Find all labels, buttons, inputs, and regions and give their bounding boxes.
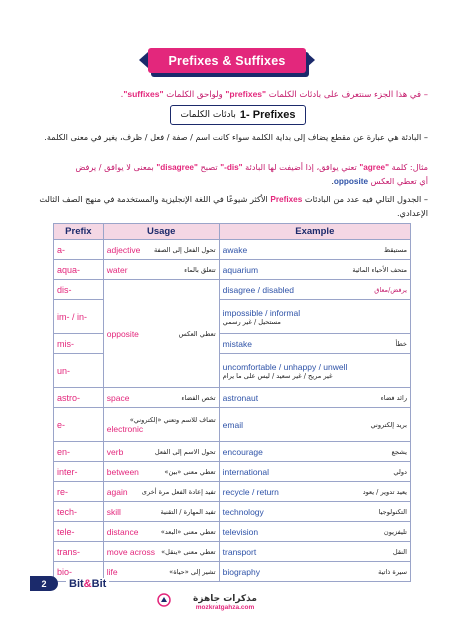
prefix-cell: tech- [54, 502, 104, 522]
usage-cell [103, 562, 219, 582]
usage-en: space [106, 392, 130, 403]
table-row [54, 462, 411, 482]
example-cell [219, 482, 410, 502]
usage-cell [103, 462, 219, 482]
example-ar: غير مريح / غير سعيد / ليس على ما يرام [222, 371, 333, 380]
prefix-cell: dis- [54, 280, 104, 300]
usage-en: adjective [106, 244, 141, 255]
usage-en: life [106, 566, 118, 577]
example-cell [219, 502, 410, 522]
usage-ar: تفيد إعادة الفعل مرة أخرى [141, 487, 216, 496]
example-en: impossible / informal [222, 307, 301, 318]
example-en: transport [222, 546, 257, 557]
bullet: – [423, 194, 428, 204]
usage-ar: تضاف للاسم وتعني «إلكتروني» [129, 415, 216, 424]
prefix-cell: re- [54, 482, 104, 502]
usage-cell [103, 502, 219, 522]
example-ar: يشجع [391, 447, 407, 456]
table-intro-pre: الجدول التالي فيه عدد من البادئات [302, 194, 422, 204]
usage-ar: تعطي العكس [178, 329, 216, 338]
example-en: recycle / return [222, 486, 279, 497]
site-logo[interactable] [170, 594, 280, 611]
usage-cell [103, 240, 219, 260]
usage-cell [103, 542, 219, 562]
intro-pre: – في هذا الجزء سنتعرف على بادئات الكلمات [266, 90, 428, 100]
usage-ar: تخص الفضاء [181, 393, 216, 402]
example-cell [219, 260, 410, 280]
example-en: television [222, 526, 259, 537]
example-lead: مثال: كلمة [389, 162, 428, 172]
usage-cell [103, 260, 219, 280]
prefix-cell: un- [54, 354, 104, 388]
example-mid3: بمعنى لا يوافق / يرفض [75, 162, 157, 172]
example-cell [219, 280, 410, 300]
usage-cell [103, 408, 219, 442]
site-logo-ar: مذكرات جاهزة [193, 594, 257, 604]
prefix-cell: tele- [54, 522, 104, 542]
section-heading [170, 105, 306, 125]
example-line2: أي تعطي العكس [368, 175, 428, 186]
prefixes-table [53, 223, 411, 582]
intro-end: . [120, 90, 124, 100]
example-ar: خطأ [395, 339, 407, 348]
example-cell [219, 354, 410, 388]
usage-en: again [106, 486, 128, 497]
section-heading-ar: بادئات الكلمات [180, 110, 236, 120]
prefix-cell: e- [54, 408, 104, 442]
usage-ar: تفيد المهارة / التقنية [160, 507, 216, 516]
prefix-cell: en- [54, 442, 104, 462]
table-row [54, 280, 411, 300]
table-row [54, 442, 411, 462]
example-cell [219, 334, 410, 354]
word-opposite: opposite [333, 176, 369, 186]
example-ar: دولي [393, 467, 407, 476]
example-en: mistake [222, 338, 252, 349]
usage-cell [103, 522, 219, 542]
usage-ar: تعطي معنى «ينقل» [161, 547, 216, 556]
bullet: – [423, 132, 428, 142]
example-ar: تليفزيون [383, 527, 407, 536]
prefix-cell: inter- [54, 462, 104, 482]
example-en: aquarium [222, 264, 259, 275]
prefix-cell: im- / in- [54, 300, 104, 334]
example-paragraph [18, 161, 428, 188]
intro-suffixes: "suffixes" [123, 89, 164, 99]
example-line2-end: . [331, 175, 334, 186]
prefix-cell: bio- [54, 562, 104, 582]
table-row [54, 502, 411, 522]
example-en: technology [222, 506, 264, 517]
brand-b: Bit [91, 578, 107, 590]
usage-en: opposite [106, 328, 139, 339]
header-prefix: Prefix [54, 224, 104, 240]
example-ar: بريد إلكتروني [370, 420, 407, 429]
page-number: 2 [30, 576, 58, 591]
example-ar: رائد فضاء [380, 393, 407, 402]
example-cell [219, 542, 410, 562]
usage-en: water [106, 264, 128, 275]
title-banner [148, 48, 306, 76]
site-logo-icon [157, 593, 171, 607]
prefix-cell: aqua- [54, 260, 104, 280]
usage-en: verb [106, 446, 124, 457]
prefix-cell: a- [54, 240, 104, 260]
example-cell [219, 442, 410, 462]
usage-ar: تعطي معنى «البعد» [160, 527, 216, 536]
example-mid2: تصبح [197, 162, 221, 172]
brand-sep: & [83, 578, 92, 590]
example-ar: مستيقظ [384, 245, 407, 254]
example-ar: يعيد تدوير / يعود [362, 487, 407, 496]
section-heading-en: 1- Prefixes [239, 109, 296, 121]
word-disagree: "disagree" [156, 163, 198, 172]
usage-ar: تتعلق بالماء [184, 265, 216, 274]
prefix-dis: "dis-" [220, 163, 243, 172]
usage-ar: تشير إلى «حياة» [169, 567, 216, 576]
table-intro-post: الأكثر شيوعًا في اللغة الإنجليزية والمستخدمة في منهج الصف الثالث الإعدادي. [39, 194, 428, 218]
example-en: encourage [222, 446, 263, 457]
table-row [54, 408, 411, 442]
intro-mid: ولواحق الكلمات [163, 90, 226, 100]
table-row [54, 482, 411, 502]
example-cell [219, 562, 410, 582]
table-row [54, 388, 411, 408]
table-row [54, 542, 411, 562]
example-cell [219, 462, 410, 482]
intro-line [121, 88, 428, 101]
usage-en: electronic [106, 423, 144, 434]
usage-cell-opposite [103, 280, 219, 388]
definition-text: البادئة هي عبارة عن مقطع يضاف إلى بداية الكلمة سواء كانت اسم / صفة / فعل / ظرف، يغير في معنى الكلمة. [44, 132, 422, 142]
example-ar: سيرة ذاتية [378, 567, 407, 576]
usage-cell [103, 442, 219, 462]
prefix-cell: trans- [54, 542, 104, 562]
example-en: disagree / disabled [222, 284, 295, 295]
header-example: Example [219, 224, 410, 240]
example-en: international [222, 466, 269, 477]
table-row [54, 240, 411, 260]
example-ar: متحف الأحياء المائية [352, 265, 407, 274]
header-usage: Usage [103, 224, 219, 240]
prefix-cell: mis- [54, 334, 104, 354]
example-en: awake [222, 244, 248, 255]
example-en: uncomfortable / unhappy / unwell [222, 361, 348, 372]
example-en: astronaut [222, 392, 259, 403]
example-cell [219, 408, 410, 442]
site-url[interactable]: mozkratgahza.com [195, 604, 255, 611]
word-agree: "agree" [359, 163, 389, 172]
example-mid1: تعني يوافق، إذا أضيفت لها البادئة [242, 162, 360, 172]
usage-en: distance [106, 526, 139, 537]
usage-en: between [106, 466, 139, 477]
usage-cell [103, 482, 219, 502]
table-header-row [54, 224, 411, 240]
example-en: email [222, 419, 243, 430]
intro-prefixes: "prefixes" [225, 89, 267, 99]
example-ar: التكنولوجيا [378, 507, 407, 516]
table-intro-paragraph [18, 193, 428, 220]
definition-paragraph [18, 131, 428, 145]
example-ar: النقل [392, 547, 407, 556]
usage-en: move across [106, 546, 155, 557]
brand-logo [66, 578, 109, 590]
brand-a: Bit [69, 578, 84, 590]
table-row [54, 260, 411, 280]
table-intro-prefixes: Prefixes [270, 195, 303, 204]
usage-en: skill [106, 506, 121, 517]
usage-cell [103, 388, 219, 408]
usage-ar: تحول الفعل إلى الصفة [153, 245, 216, 254]
table-row [54, 522, 411, 542]
usage-ar: تحول الاسم إلى الفعل [154, 447, 216, 456]
usage-ar: تعطي معنى «بين» [164, 467, 216, 476]
example-cell [219, 522, 410, 542]
page-title: Prefixes & Suffixes [148, 48, 306, 73]
example-en: biography [222, 566, 260, 577]
example-cell [219, 388, 410, 408]
example-ar: يرفض/معاق [374, 285, 407, 294]
example-cell [219, 300, 410, 334]
example-ar: مستحيل / غير رسمي [222, 317, 281, 326]
prefix-cell: astro- [54, 388, 104, 408]
example-cell [219, 240, 410, 260]
